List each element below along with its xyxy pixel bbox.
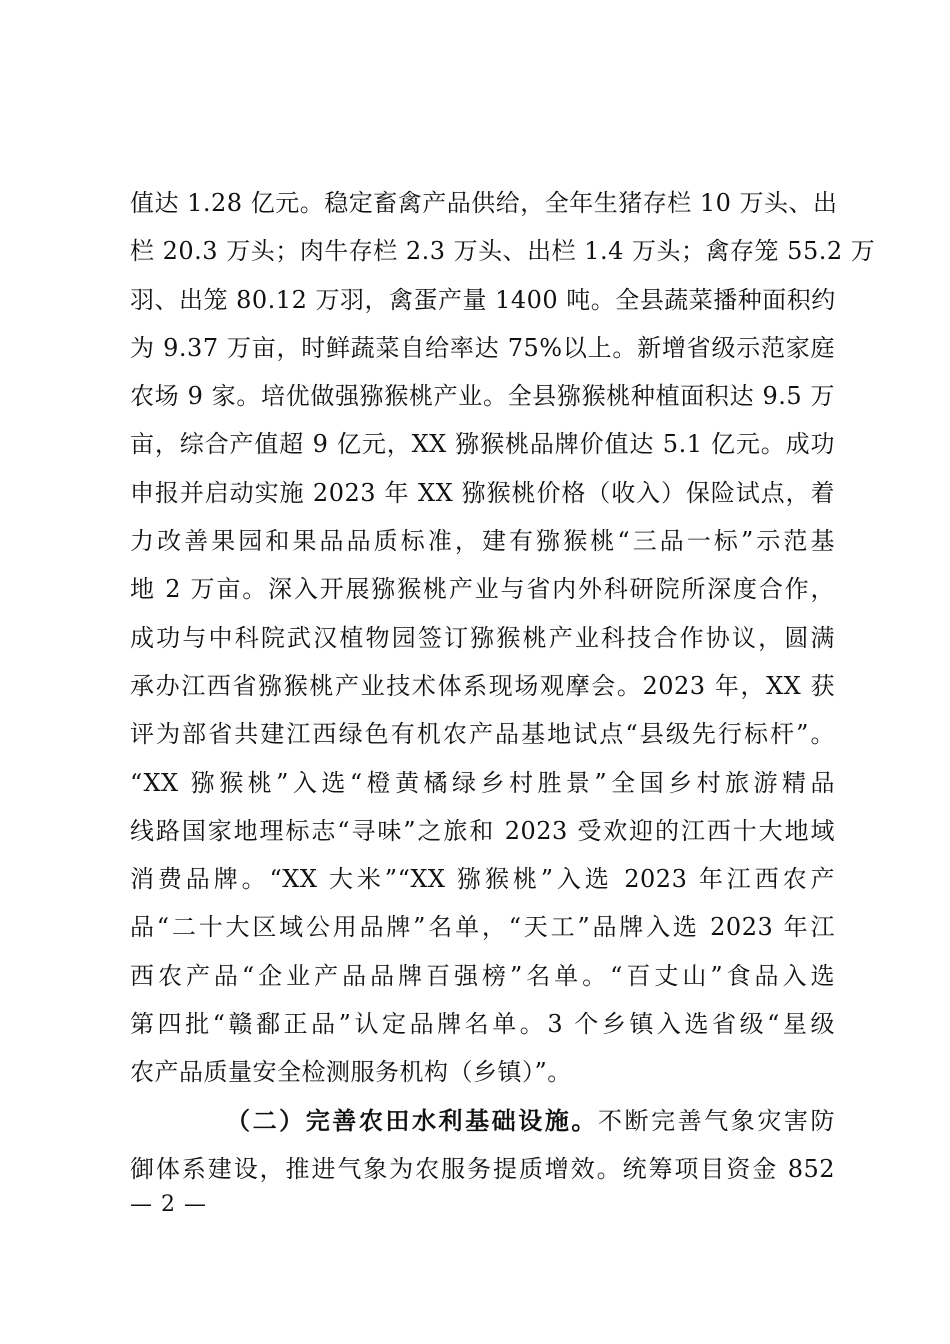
section-heading: （二）完善农田水利基础设施。 (226, 1105, 598, 1135)
page-number: — 2 — (130, 1192, 207, 1217)
text-line: 线路国家地理标志“寻味”之旅和 2023 受欢迎的江西十大地域 (130, 816, 835, 845)
text-line: 农产品质量安全检测服务机构（乡镇）”。 (130, 1058, 572, 1087)
text-line: 亩，综合产值超 9 亿元，XX 猕猴桃品牌价值达 5.1 亿元。成功 (130, 430, 835, 459)
text-line: 栏 20.3 万头；肉牛存栏 2.3 万头、出栏 1.4 万头；禽存笼 55.2 万 (130, 237, 876, 266)
text-line: 为 9.37 万亩，时鲜蔬菜自给率达 75%以上。新增省级示范家庭 (130, 333, 835, 362)
text-line: 西农产品“企业产品品牌百强榜”名单。“百丈山”食品入选 (130, 961, 835, 990)
section-text: 不断完善气象灾害防 (597, 1106, 836, 1135)
text-line: 品“二十大区域公用品牌”名单，“天工”品牌入选 2023 年江 (130, 913, 835, 942)
text-line: 成功与中科院武汉植物园签订猕猴桃产业科技合作协议，圆满 (130, 623, 835, 652)
text-line: 第四批“赣鄱正品”认定品牌名单。3 个乡镇入选省级“星级 (130, 1010, 835, 1039)
text-line: 御体系建设，推进气象为农服务提质增效。统筹项目资金 852 (130, 1154, 835, 1183)
text-line: 值达 1.28 亿元。稳定畜禽产品供给，全年生猪存栏 10 万头、出 (130, 189, 838, 217)
text-line: 承办江西省猕猴桃产业技术体系现场观摩会。2023 年，XX 获 (130, 671, 835, 700)
text-line: 消费品牌。“XX 大米”“XX 猕猴桃”入选 2023 年江西农产 (130, 865, 835, 894)
text-line: 申报并启动实施 2023 年 XX 猕猴桃价格（收入）保险试点，着 (130, 478, 835, 507)
section-first-line (130, 1097, 835, 1145)
text-line: 地 2 万亩。深入开展猕猴桃产业与省内外科研院所深度合作， (130, 575, 835, 604)
text-line: 力改善果园和果品品质标准，建有猕猴桃“三品一标”示范基 (130, 527, 835, 556)
text-line: 农场 9 家。培优做强猕猴桃产业。全县猕猴桃种植面积达 9.5 万 (130, 382, 835, 411)
body-text (130, 179, 876, 1193)
text-line: “XX 猕猴桃”入选“橙黄橘绿乡村胜景”全国乡村旅游精品 (130, 768, 835, 797)
text-line: 羽、出笼 80.12 万羽，禽蛋产量 1400 吨。全县蔬菜播种面积约 (130, 285, 836, 314)
text-line: 评为部省共建江西绿色有机农产品基地试点“县级先行标杆”。 (130, 720, 835, 749)
